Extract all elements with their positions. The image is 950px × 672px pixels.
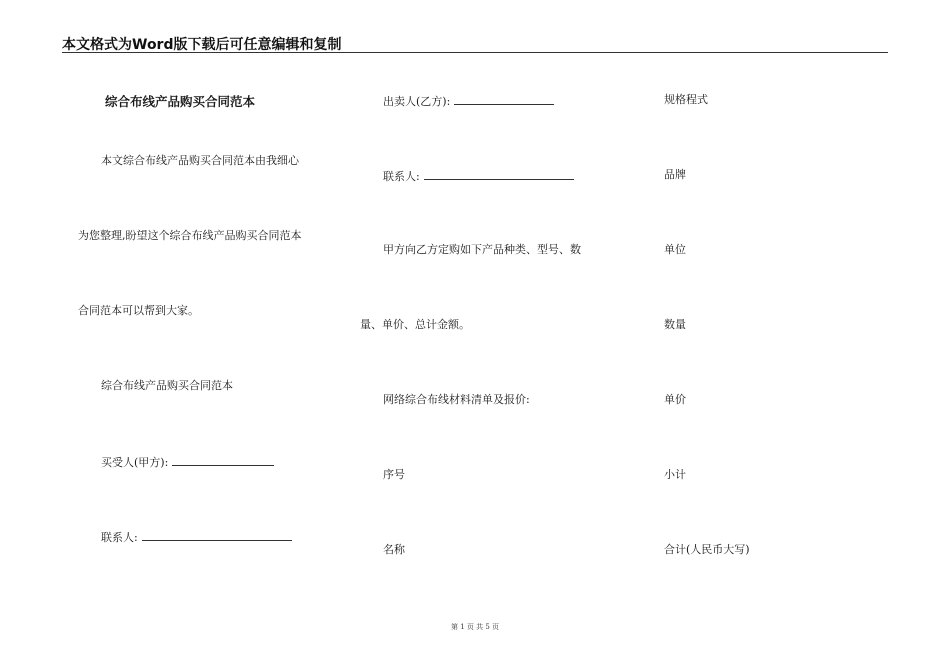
column-unit-price: 单价 [664,393,686,406]
buyer-contact-label: 联系人: [101,531,138,544]
seller-contact-label: 联系人: [383,170,420,183]
column-total-rmb: 合计(人民币大写) [664,543,750,556]
materials-list-heading: 网络综合布线材料清单及报价: [383,393,530,406]
page-footer: 第 1 页 共 5 页 [450,623,500,631]
header-divider [62,52,888,53]
seller-contact-blank [424,168,574,180]
column-specification: 规格程式 [664,93,708,106]
purchase-line-1: 甲方向乙方定购如下产品种类、型号、数 [383,243,581,256]
column-subtotal: 小计 [664,468,686,481]
contract-subtitle: 综合布线产品购买合同范本 [101,379,233,392]
column-quantity: 数量 [664,318,686,331]
document-title: 综合布线产品购买合同范本 [105,94,256,109]
intro-line-3: 合同范本可以帮到大家。 [78,304,199,317]
intro-line-2: 为您整理,盼望这个综合布线产品购买合同范本 [78,229,302,242]
column-serial-number: 序号 [383,468,405,481]
seller-field [383,93,554,109]
buyer-contact-field [101,529,292,545]
buyer-blank [172,454,274,466]
buyer-field [101,454,274,470]
column-brand: 品牌 [664,168,686,181]
intro-line-1: 本文综合布线产品购买合同范本由我细心 [101,154,299,167]
seller-contact-field [383,168,574,184]
column-unit: 单位 [664,243,686,256]
column-name: 名称 [383,543,405,556]
buyer-contact-blank [142,529,292,541]
seller-blank [454,93,554,105]
seller-label: 出卖人(乙方): [383,95,451,108]
header-title: 本文格式为Word版下载后可任意编辑和复制 [62,37,342,53]
buyer-label: 买受人(甲方): [101,456,169,469]
purchase-line-2: 量、单价、总计金额。 [360,318,470,331]
